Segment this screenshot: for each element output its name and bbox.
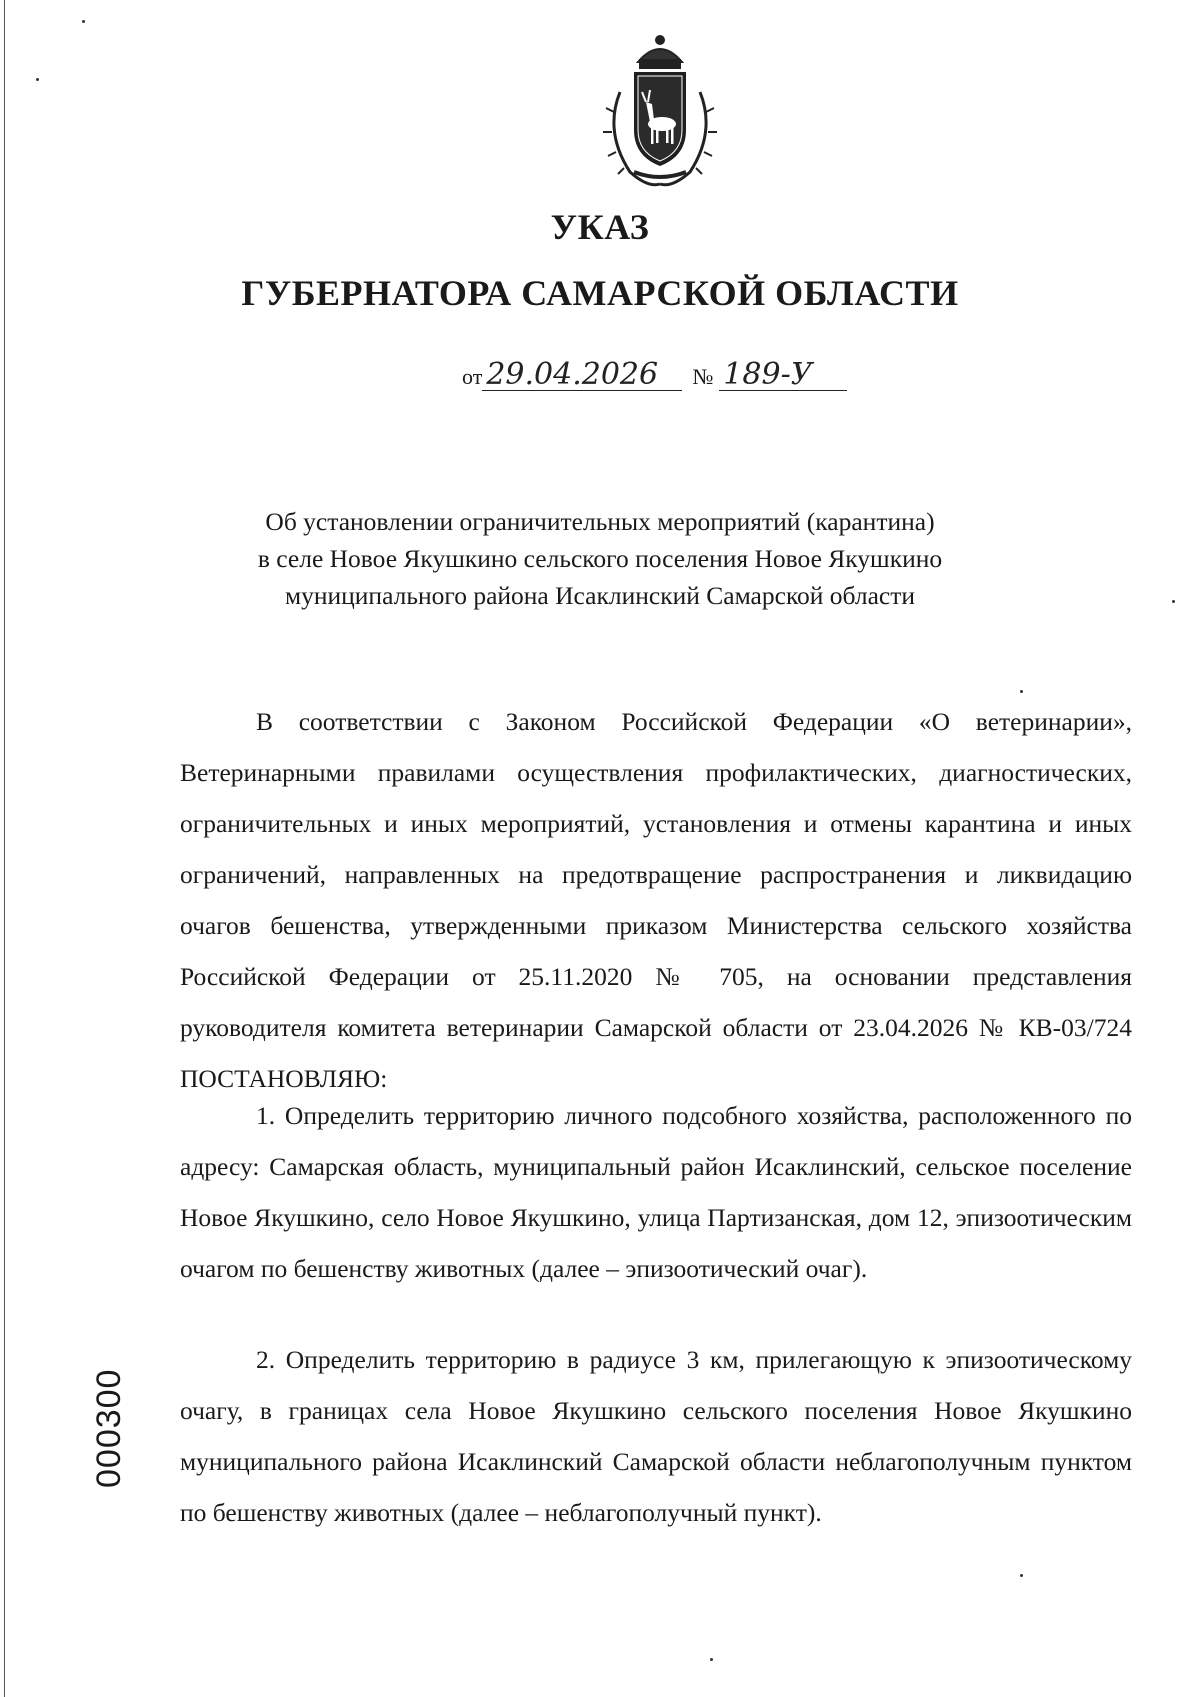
scan-speck [36,78,39,81]
scan-edge [4,0,5,1697]
decree-date: 29.04.2026 [482,360,682,391]
decree-subject [0,503,1200,614]
clause-1 [180,1090,1132,1294]
subject-line: Об установлении ограничительных мероприятий (карантина) [265,507,935,536]
scan-speck [1172,600,1175,603]
decree-number: 189-У [719,360,847,391]
preamble-text: В соответствии с Законом Российской Федерации «О ветеринарии», Ветеринарными правилами осуществления профилактических, диагностических, ограничительных и иных мероприятий, установления и отмены карантина и иных ограничений, направленных на предотвращение распространения и ликвидацию очагов бешенства, утвержденными приказом Министерства сельского хозяйства Российской Федерации от 25.11.2020 № 705, на основании представления руководителя комитета ветеринарии Самарской области от 23.04.2026 № КВ-03/724 ПОСТАНОВЛЯЮ: [180,707,1132,1093]
document-title: УКАЗ [550,207,650,247]
coat-of-arms-icon [590,32,730,192]
clause-text: 1. Определить территорию личного подсобного хозяйства, расположенного по адресу: Самарская область, муниципальный район Исаклинский, сельское поселение Новое Якушкино, село Новое Якушкино, улица Партизанская, дом 12, эпизоотическим очагом по бешенству животных (далее – эпизоотический очаг). [180,1101,1132,1283]
document-subtitle: ГУБЕРНАТОРА САМАРСКОЙ ОБЛАСТИ [241,273,959,313]
subject-line: муниципального района Исаклинский Самарской области [284,581,916,610]
scan-speck [710,1658,713,1661]
scan-speck [82,20,85,23]
scan-speck [1020,690,1023,693]
clause-2 [180,1334,1132,1538]
clause-text: 2. Определить территорию в радиусе 3 км, прилегающую к эпизоотическому очагу, в границах села Новое Якушкино сельского поселения Новое Якушкино муниципального района Исаклинский Самарской области неблагополучным пунктом по бешенству животных (далее – неблагополучный пункт). [180,1345,1132,1527]
scan-speck [1020,1574,1023,1577]
number-sign: № [692,364,714,389]
subject-line: в селе Новое Якушкино сельского поселения Новое Якушкино [257,544,943,573]
date-prefix: от [462,364,483,389]
date-number-line [462,357,847,392]
page-stamp-number: 000300 [90,1368,128,1488]
preamble [180,696,1132,1104]
